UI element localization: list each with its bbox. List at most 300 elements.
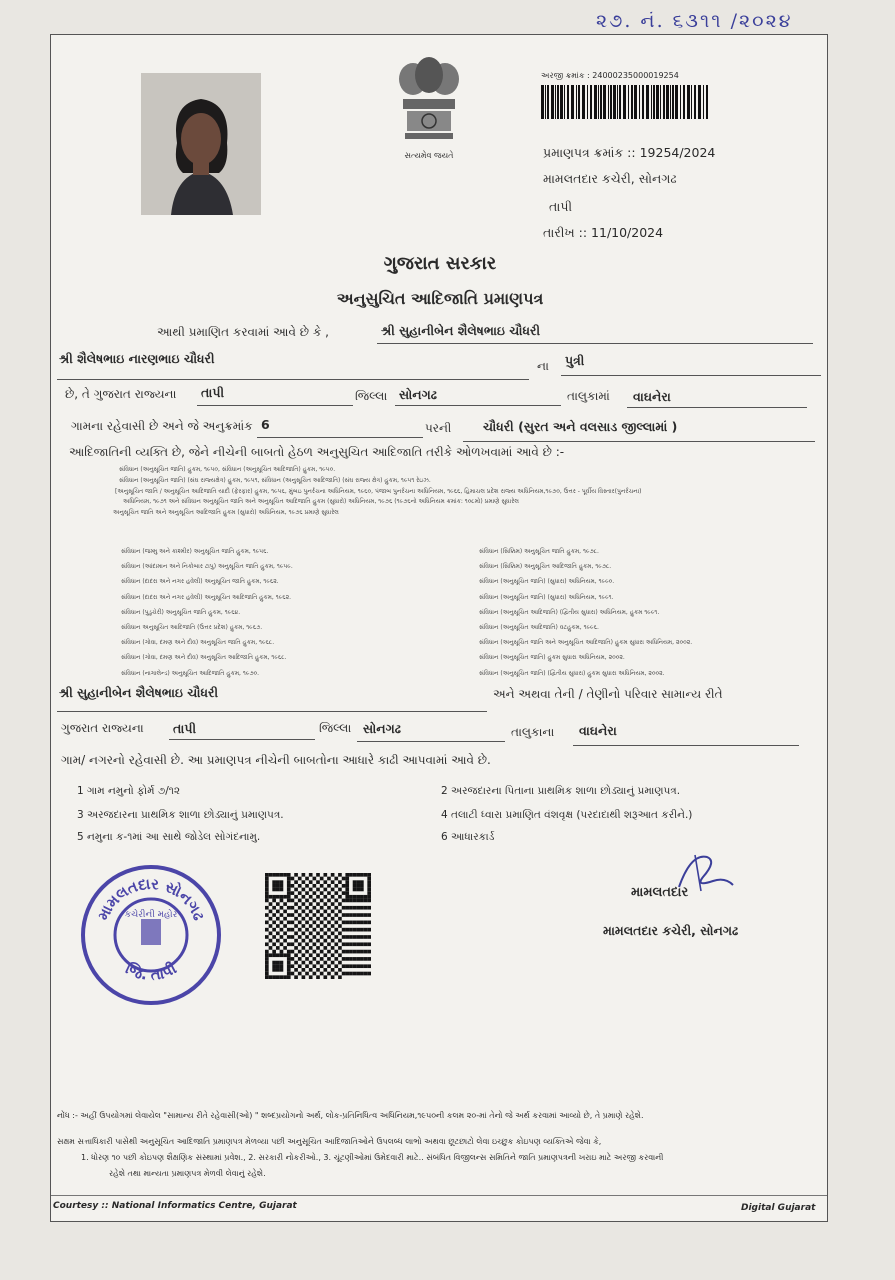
qr-module	[272, 950, 276, 954]
qr-module	[334, 942, 338, 946]
qr-module	[367, 935, 371, 939]
qr-module	[316, 968, 320, 972]
qr-module	[316, 873, 320, 877]
qr-module	[353, 888, 357, 892]
qr-module	[291, 972, 295, 976]
qr-module	[320, 928, 324, 932]
qr-module	[291, 921, 295, 925]
qr-module	[265, 942, 269, 946]
barcode-bar	[547, 85, 549, 119]
village-value-2: વાઘનેરા	[579, 723, 617, 738]
district-label: જિલ્લા	[355, 389, 388, 403]
qr-module	[276, 888, 280, 892]
qr-module	[298, 899, 302, 903]
qr-module	[345, 884, 349, 888]
qr-module	[331, 946, 335, 950]
order-line: સંવિધાન (દાદરા અને નગર હવેલી) અનુસૂચિત જાતિ હુકમ, ૧૯૬૨.	[121, 578, 279, 586]
qr-module	[349, 942, 353, 946]
qr-module	[298, 906, 302, 910]
qr-module	[331, 975, 335, 979]
qr-module	[349, 935, 353, 939]
qr-module	[269, 931, 273, 935]
qr-module	[280, 935, 284, 939]
issued-text: ગામ/ નગરનો રહેવાસી છે. આ પ્રમાણપત્ર નીચેની બાબતોના આધારે કાઢી આપવામાં આવે છે.	[61, 753, 491, 767]
qr-module	[265, 935, 269, 939]
qr-module	[334, 921, 338, 925]
qr-module	[291, 935, 295, 939]
qr-module	[269, 910, 273, 914]
qr-module	[313, 921, 317, 925]
qr-module	[316, 924, 320, 928]
qr-module	[331, 924, 335, 928]
qr-module	[280, 906, 284, 910]
qr-module	[360, 921, 364, 925]
document-item: 5 નમુના ક-૧માં આ સાથે જોડેલ સોગંદનામુ.	[77, 831, 261, 843]
qr-module	[338, 939, 342, 943]
qr-module	[309, 968, 313, 972]
qr-module	[367, 957, 371, 961]
qr-module	[269, 946, 273, 950]
qr-module	[345, 921, 349, 925]
qr-module	[342, 942, 346, 946]
qr-module	[287, 964, 291, 968]
qr-module	[360, 873, 364, 877]
qr-module	[342, 913, 346, 917]
qr-module	[291, 906, 295, 910]
barcode-bar	[698, 85, 701, 119]
order-line: સંવિધાન (અનુસૂચિત જાતિ) હુકમ સુધારા અધિનિયમ, ૨૦૦૨.	[479, 654, 625, 662]
qr-module	[367, 972, 371, 976]
qr-module	[294, 902, 298, 906]
document-item: 4 તલાટી ધ્વારા પ્રમાણિત વંશવૃક્ષ (પરદાદાથી શરૂઆત કરીને.)	[441, 809, 693, 821]
qr-module	[334, 884, 338, 888]
footer-divider	[51, 1195, 827, 1196]
qr-module	[287, 942, 291, 946]
qr-module	[316, 880, 320, 884]
qr-module	[287, 888, 291, 892]
qr-module	[320, 913, 324, 917]
qr-module	[320, 972, 324, 976]
barcode-bar	[587, 85, 588, 119]
qr-module	[287, 913, 291, 917]
taluka-value-2: સોનગઢ	[363, 721, 401, 736]
qr-module	[276, 968, 280, 972]
qr-module	[313, 884, 317, 888]
village-value: વાઘનેરા	[633, 389, 671, 404]
qr-module	[302, 931, 306, 935]
qr-module	[291, 913, 295, 917]
qr-module	[280, 899, 284, 903]
qr-module	[309, 939, 313, 943]
order-line: સંવિધાન (અનુસૂચિત આદિજાતિ) વટહુકમ, ૧૯૯૬.	[479, 624, 599, 632]
qr-module	[280, 961, 284, 965]
qr-module	[313, 972, 317, 976]
qr-module	[287, 895, 291, 899]
qr-module	[323, 961, 327, 965]
applicant-photo	[141, 73, 261, 215]
qr-module	[287, 891, 291, 895]
state-label-2: ગુજરાત રાજ્યના	[61, 721, 144, 735]
qr-module	[309, 917, 313, 921]
qr-module	[287, 880, 291, 884]
qr-module	[276, 931, 280, 935]
qr-module	[280, 950, 284, 954]
qr-module	[342, 957, 346, 961]
qr-module	[327, 957, 331, 961]
qr-module	[313, 906, 317, 910]
qr-module	[298, 877, 302, 881]
district-value-2: તાપી	[173, 721, 197, 736]
qr-module	[276, 917, 280, 921]
qr-module	[353, 899, 357, 903]
qr-module	[287, 899, 291, 903]
qr-module	[276, 964, 280, 968]
qr-module	[294, 910, 298, 914]
qr-module	[269, 895, 273, 899]
qr-module	[283, 953, 287, 957]
barcode-bar	[623, 85, 626, 119]
qr-module	[313, 877, 317, 881]
qr-module	[283, 917, 287, 921]
barcode-bar	[656, 85, 659, 119]
qr-module	[338, 931, 342, 935]
qr-module	[305, 935, 309, 939]
qr-module	[309, 953, 313, 957]
qr-module	[327, 964, 331, 968]
qr-module	[313, 935, 317, 939]
qr-module	[342, 891, 346, 895]
tribe-name: ચૌધરી (સુરત અને વલસાડ જીલ્લામાં )	[483, 419, 678, 434]
qr-module	[334, 906, 338, 910]
qr-module	[338, 910, 342, 914]
note-text: નોંધ :- અહીં ઉપયોગમાં લેવાયેલ "સામાન્ય રીતે રહેવાસી(ઓ) " શબ્દપ્રયોગનો અર્થ, લોક-પ્રતિનિધિત્વ અધિનિયમ,૧૯૫૦ની કલમ ૨૦-માં તેનો જે અર્થ કરવામાં આવ્યો છે, તે પ્રમાણે રહેશે.	[57, 1111, 644, 1120]
order-line: સંવિધાન (આંદામાન અને નિકોબાર ટાપુ) અનુસૂચિત જાતિ હુકમ, ૧૯૫૯.	[121, 563, 293, 571]
qr-module	[305, 877, 309, 881]
qr-module	[356, 950, 360, 954]
qr-module	[364, 950, 368, 954]
applicant-name: શ્રી સુહાનીબેન શૈલેષભાઇ ચૌધરી	[381, 323, 541, 338]
qr-module	[342, 884, 346, 888]
taluka-label: તાલુકામાં	[567, 389, 610, 403]
qr-module	[342, 906, 346, 910]
issue-date: તારીખ :: 11/10/2024	[543, 225, 664, 240]
qr-module	[302, 873, 306, 877]
qr-module	[323, 902, 327, 906]
qr-module	[280, 873, 284, 877]
qr-module	[349, 873, 353, 877]
qr-module	[364, 964, 368, 968]
order-line: સંવિધાન (અનુસૂચિત આદિજાતિ) (દ્વિતીય સુધારા) અધિનિયમ, હુકમ ૧૯૯૧.	[479, 608, 660, 616]
order-line: સંવિધાન (સિક્કિમ) અનુસૂચિત જાતિ હુકમ, ૧૯૭૮.	[479, 548, 599, 555]
qr-module	[349, 913, 353, 917]
qr-module	[316, 946, 320, 950]
qr-module	[342, 950, 346, 954]
qr-module	[309, 975, 313, 979]
qr-module	[367, 921, 371, 925]
qr-module	[287, 906, 291, 910]
qr-module	[272, 953, 276, 957]
qr-module	[316, 910, 320, 914]
qr-module	[294, 888, 298, 892]
barcode-bar	[578, 85, 580, 119]
qr-module	[291, 942, 295, 946]
barcode-bar	[672, 85, 674, 119]
qr-module	[272, 884, 276, 888]
qr-module	[305, 950, 309, 954]
qr-module	[360, 880, 364, 884]
qr-module	[367, 877, 371, 881]
qr-module	[353, 921, 357, 925]
qr-module	[327, 972, 331, 976]
qr-module	[265, 913, 269, 917]
qr-module	[342, 972, 346, 976]
barcode-bar	[555, 85, 556, 119]
qr-module	[294, 873, 298, 877]
qr-module	[367, 873, 371, 877]
qr-module	[298, 957, 302, 961]
qr-module	[265, 953, 269, 957]
qr-module	[364, 899, 368, 903]
taluka-value: સોનગઢ	[399, 387, 437, 402]
qr-module	[291, 964, 295, 968]
qr-module	[280, 895, 284, 899]
qr-module	[334, 891, 338, 895]
certificate-number: પ્રમાણપત્ર ક્રમાંક :: 19254/2024	[543, 145, 716, 160]
qr-module	[269, 975, 273, 979]
qr-module	[367, 913, 371, 917]
qr-module	[316, 902, 320, 906]
qr-module	[334, 928, 338, 932]
barcode	[541, 85, 711, 119]
qr-module	[360, 935, 364, 939]
seal-top-text: મામલતદાર સોનગઢ	[93, 874, 209, 923]
qr-module	[338, 880, 342, 884]
barcode-bar	[613, 85, 616, 119]
qr-module	[291, 957, 295, 961]
qr-module	[298, 891, 302, 895]
barcode-bar	[564, 85, 565, 119]
barcode-bar	[545, 85, 546, 119]
barcode-bar	[666, 85, 669, 119]
qr-module	[305, 964, 309, 968]
qr-module	[305, 913, 309, 917]
district-label-2: જિલ્લા	[319, 721, 352, 735]
qr-module	[305, 884, 309, 888]
qr-module	[367, 880, 371, 884]
qr-module	[291, 928, 295, 932]
qr-module	[356, 880, 360, 884]
barcode-bar	[619, 85, 621, 119]
barcode-bar	[603, 85, 606, 119]
qr-module	[305, 957, 309, 961]
qr-module	[327, 899, 331, 903]
qr-module	[353, 942, 357, 946]
qr-module	[320, 950, 324, 954]
qr-module	[331, 961, 335, 965]
qr-module	[353, 972, 357, 976]
qr-module	[356, 895, 360, 899]
qr-module	[287, 953, 291, 957]
qr-module	[305, 921, 309, 925]
national-emblem	[393, 53, 465, 163]
note-line-4: રહેશે તથા માન્યતા પ્રમાણપત્ર મેળવી લેવાનું રહેશે.	[109, 1169, 266, 1178]
qr-module	[356, 884, 360, 888]
qr-module	[313, 964, 317, 968]
qr-module	[327, 921, 331, 925]
qr-module	[283, 924, 287, 928]
qr-module	[323, 975, 327, 979]
qr-module	[360, 895, 364, 899]
qr-module	[367, 906, 371, 910]
qr-module	[272, 906, 276, 910]
qr-module	[283, 939, 287, 943]
qr-module	[313, 957, 317, 961]
qr-module	[291, 950, 295, 954]
qr-module	[323, 939, 327, 943]
qr-module	[291, 899, 295, 903]
qr-module	[302, 895, 306, 899]
qr-module	[283, 873, 287, 877]
qr-module	[364, 928, 368, 932]
qr-module	[283, 975, 287, 979]
qr-module	[291, 884, 295, 888]
certify-text: આથી પ્રમાણિત કરવામાં આવે છે કે ,	[157, 325, 329, 339]
qr-module	[320, 921, 324, 925]
qr-module	[342, 877, 346, 881]
document-item: 1 ગામ નમુનો ફોર્મ ૭/૧૨	[77, 785, 181, 797]
government-title: ગુજરાત સરકાર	[383, 253, 497, 274]
qr-module	[272, 975, 276, 979]
qr-module	[265, 972, 269, 976]
qr-module	[360, 899, 364, 903]
order-line: સંવિધાન (પુડુચેરી) અનુસૂચિત જાતિ હુકમ, ૧૯૬૪.	[121, 608, 241, 616]
qr-module	[349, 964, 353, 968]
qr-module	[331, 939, 335, 943]
barcode-bar	[663, 85, 665, 119]
qr-module	[305, 928, 309, 932]
qr-module	[305, 942, 309, 946]
qr-module	[345, 913, 349, 917]
qr-module	[353, 950, 357, 954]
qr-module	[342, 964, 346, 968]
qr-module	[342, 899, 346, 903]
qr-module	[338, 895, 342, 899]
upon-label: પરની	[425, 421, 452, 435]
qr-module	[298, 921, 302, 925]
qr-module	[353, 957, 357, 961]
qr-module	[349, 957, 353, 961]
qr-module	[316, 961, 320, 965]
qr-module	[345, 906, 349, 910]
qr-module	[316, 975, 320, 979]
barcode-bar	[557, 85, 559, 119]
orders-left-block	[121, 544, 293, 681]
qr-module	[265, 957, 269, 961]
issuing-district: તાપી	[549, 199, 573, 214]
qr-module	[313, 891, 317, 895]
qr-module	[280, 921, 284, 925]
qr-module	[323, 880, 327, 884]
qr-module	[302, 975, 306, 979]
qr-module	[272, 873, 276, 877]
state-label: છે, તે ગુજરાત રાજ્યના	[65, 387, 177, 401]
qr-module	[353, 935, 357, 939]
order-line: સંવિધાન (દાદરા અને નગર હવેલી) અનુસૂચિત આદિજાતિ હુકમ, ૧૯૬૨.	[121, 593, 292, 601]
qr-module	[272, 935, 276, 939]
qr-module	[272, 961, 276, 965]
qr-module	[320, 899, 324, 903]
qr-module	[265, 928, 269, 932]
qr-module	[287, 972, 291, 976]
qr-module	[334, 964, 338, 968]
qr-module	[291, 891, 295, 895]
certificate-title: અનુસુચિત આદિજાતિ પ્રમાણપત્ર	[336, 289, 544, 308]
barcode-bar	[576, 85, 577, 119]
qr-module	[269, 953, 273, 957]
tribe-text: આદિજાતિની વ્યક્તિ છે, જેને નીચેની બાબતો હેઠળ અનુસુચિત આદિજાતિ તરીકે ઓળખવામાં આવે છે :-	[69, 445, 565, 459]
qr-module	[280, 942, 284, 946]
qr-module	[287, 873, 291, 877]
qr-module	[364, 895, 368, 899]
qr-module	[320, 942, 324, 946]
qr-module	[272, 964, 276, 968]
qr-module	[356, 873, 360, 877]
qr-module	[323, 888, 327, 892]
qr-module	[287, 968, 291, 972]
qr-module	[331, 968, 335, 972]
qr-module	[265, 964, 269, 968]
qr-module	[265, 899, 269, 903]
qr-module	[356, 957, 360, 961]
qr-module	[294, 953, 298, 957]
qr-module	[356, 888, 360, 892]
qr-module	[323, 953, 327, 957]
qr-module	[309, 961, 313, 965]
qr-module	[323, 946, 327, 950]
qr-module	[338, 961, 342, 965]
of-label: ના	[537, 359, 549, 373]
order-line: સંવિધાન (જમ્મુ અને કાશ્મીર) અનુસૂચિત જાતિ હુકમ, ૧૯૫૬.	[121, 548, 269, 555]
qr-module	[349, 921, 353, 925]
qr-module	[313, 928, 317, 932]
qr-module	[276, 953, 280, 957]
qr-module	[269, 902, 273, 906]
qr-module	[302, 880, 306, 884]
serial-number: 6	[261, 417, 270, 432]
qr-module	[265, 880, 269, 884]
qr-module	[327, 950, 331, 954]
qr-module	[327, 935, 331, 939]
barcode-bar	[582, 85, 585, 119]
qr-module	[364, 906, 368, 910]
barcode-bar	[631, 85, 633, 119]
issuing-office: મામલતદાર કચેરી, સોનગઢ	[543, 171, 677, 186]
qr-module	[334, 935, 338, 939]
qr-module	[280, 913, 284, 917]
qr-module	[276, 924, 280, 928]
order-line: [અનુસૂચિત જાતિ / અનુસૂચિત આદિજાતિ યાદી (ફેરફાર) હુકમ, ૧૯૫૬, મુંબઇ પુનર્રચના અધિનિયમ, ૧૯૬૦, પંજાબ પુનર્રચના અધિનિયમ, ૧૯૬૬, હિમાચલ પ્રદેશ રાજ્ય અધિનિયમ,૧૯૭૦, ઉત્તર - પૂર્વીય વિસ્તાર(પુનર્રચના)	[115, 487, 642, 495]
qr-module	[367, 884, 371, 888]
qr-module	[298, 913, 302, 917]
order-line: સંવિધાન (ગોવા, દમણ અને દીવ) અનુસૂચિત આદિજાતિ હુકમ, ૧૯૬૮.	[121, 654, 287, 662]
qr-module	[280, 964, 284, 968]
qr-module	[316, 931, 320, 935]
qr-module	[276, 873, 280, 877]
handwritten-reference: ૨૭. નં. ૬૩૧૧ /૨૦૨૪	[596, 10, 793, 32]
qr-module	[283, 902, 287, 906]
qr-module	[353, 906, 357, 910]
qr-module	[349, 928, 353, 932]
